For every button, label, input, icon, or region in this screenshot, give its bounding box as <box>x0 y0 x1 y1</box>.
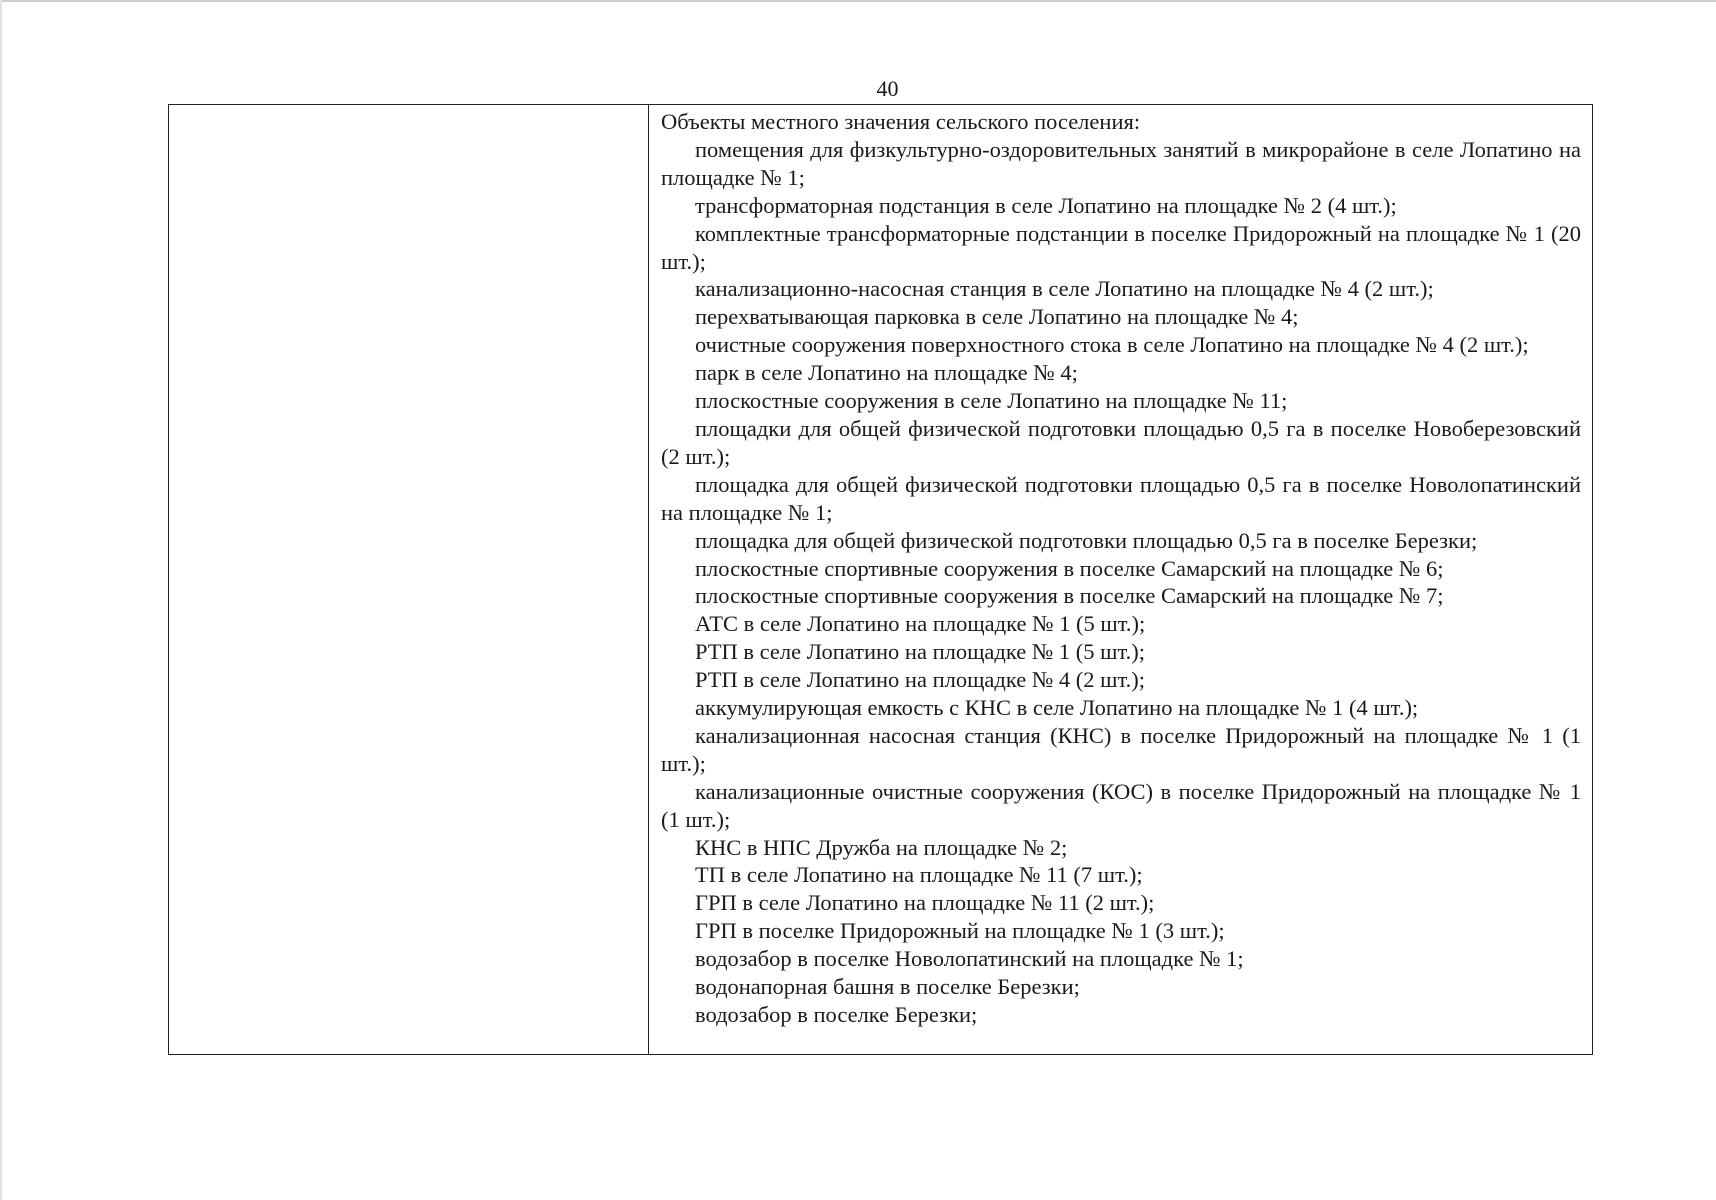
list-item: помещения для физкультурно-оздоровительных занятий в микрорайоне в селе Лопатино на площадке № 1; <box>661 136 1581 190</box>
list-item: площадка для общей физической подготовки площадью 0,5 га в поселке Новолопатинский на площадке № 1; <box>661 471 1581 525</box>
page-number: 40 <box>876 76 899 101</box>
list-item: аккумулирующая емкость с КНС в селе Лопатино на площадке № 1 (4 шт.); <box>695 695 1419 721</box>
column-divider <box>648 105 649 1054</box>
list-item: РТП в селе Лопатино на площадке № 4 (2 шт.); <box>695 667 1146 693</box>
list-item: плоскостные сооружения в селе Лопатино на площадке № 11; <box>695 388 1288 414</box>
list-item: канализационная насосная станция (КНС) в поселке Придорожный на площадке № 1 (1 шт.); <box>661 722 1581 776</box>
list-item: водозабор в поселке Березки; <box>695 1002 978 1027</box>
list-item: РТП в селе Лопатино на площадке № 1 (5 шт.); <box>695 639 1146 665</box>
list-item: плоскостные спортивные сооружения в поселке Самарский на площадке № 6; <box>695 555 1444 581</box>
scan-edge-top <box>0 0 1716 2</box>
list-item: плоскостные спортивные сооружения в поселке Самарский на площадке № 7; <box>695 583 1444 609</box>
list-item: КНС в НПС Дружба на площадке № 2; <box>695 834 1068 860</box>
list-item: водонапорная башня в поселке Березки; <box>695 974 1080 1000</box>
cell-heading: Объекты местного значения сельского поселения: <box>661 109 1141 134</box>
table-cell-right <box>661 108 1581 1029</box>
list-item: водозабор в поселке Новолопатинский на площадке № 1; <box>695 946 1244 972</box>
list-item: перехватывающая парковка в селе Лопатино на площадке № 4; <box>695 304 1299 330</box>
list-item: ГРП в поселке Придорожный на площадке № 1 (3 шт.); <box>695 918 1225 944</box>
list-item: канализационно-насосная станция в селе Лопатино на площадке № 4 (2 шт.); <box>695 276 1434 302</box>
list-item: канализационные очистные сооружения (КОС) в поселке Придорожный на площадке № 1 (1 шт.); <box>661 778 1581 832</box>
list-item: комплектные трансформаторные подстанции в поселке Придорожный на площадке № 1 (20 шт.); <box>661 220 1581 274</box>
list-item: площадка для общей физической подготовки площадью 0,5 га в поселке Березки; <box>695 527 1478 553</box>
list-item: очистные сооружения поверхностного стока в селе Лопатино на площадке № 4 (2 шт.); <box>695 332 1529 358</box>
list-item: ГРП в селе Лопатино на площадке № 11 (2 шт.); <box>695 890 1155 916</box>
list-item: ТП в селе Лопатино на площадке № 11 (7 шт.); <box>695 862 1143 888</box>
list-item: площадки для общей физической подготовки площадью 0,5 га в поселке Новоберезовский (2 шт.); <box>661 415 1581 469</box>
list-item: АТС в селе Лопатино на площадке № 1 (5 шт.); <box>695 611 1146 637</box>
list-item: парк в селе Лопатино на площадке № 4; <box>695 360 1078 386</box>
list-item: трансформаторная подстанция в селе Лопатино на площадке № 2 (4 шт.); <box>695 192 1397 218</box>
scan-edge-left <box>0 0 2 1200</box>
document-table <box>168 104 1593 1055</box>
